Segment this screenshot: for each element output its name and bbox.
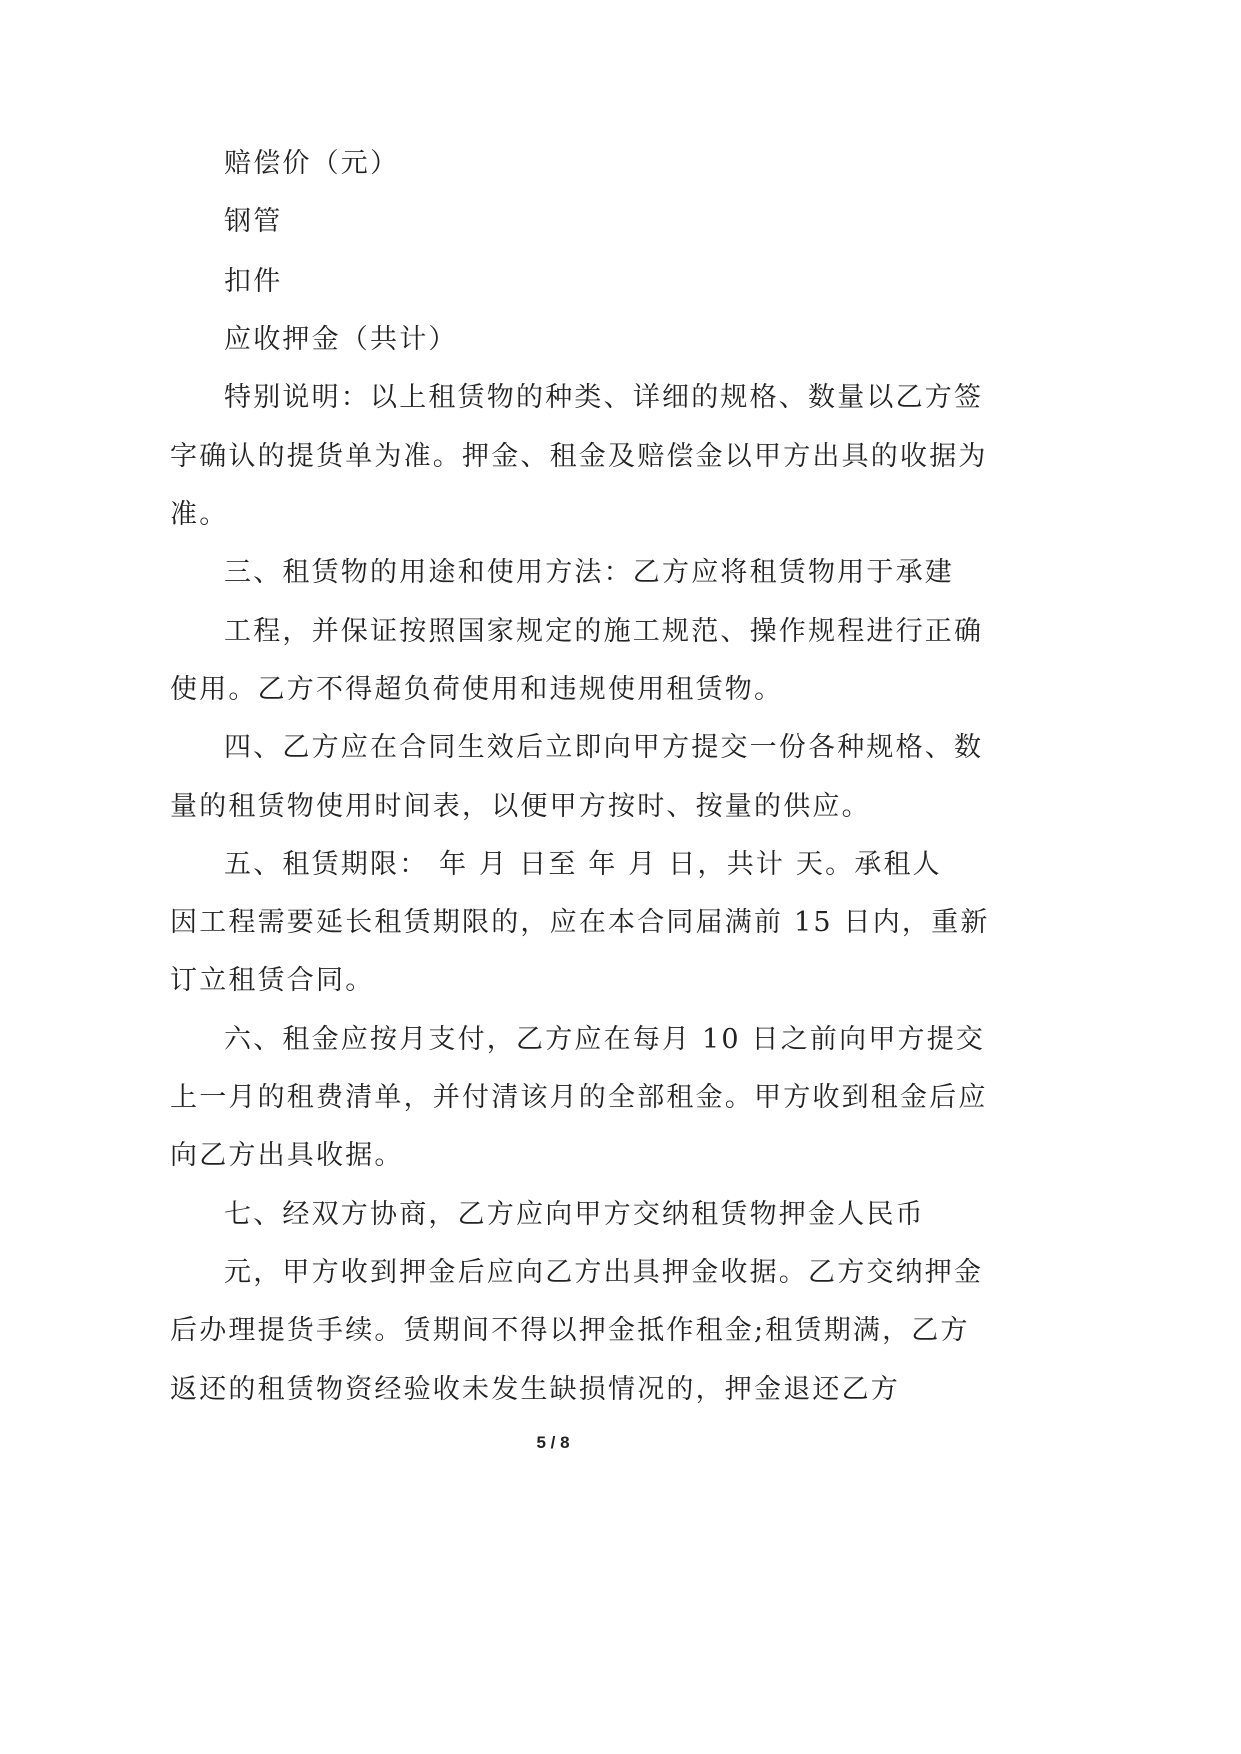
text-line: 钢管 bbox=[224, 206, 283, 237]
text-line: 量的租赁物使用时间表，以便甲方按时、按量的供应。 bbox=[170, 791, 871, 822]
text-line: 赔偿价（元） bbox=[224, 148, 400, 179]
text-line: 应收押金（共计） bbox=[224, 324, 458, 355]
text-line: 五、租赁期限： 年 月 日至 年 月 日，共计 天。承租人 bbox=[224, 849, 942, 880]
text-line: 字确认的提货单为准。押金、租金及赔偿金以甲方出具的收据为 bbox=[170, 441, 988, 472]
text-line: 六、租金应按月支付，乙方应在每月 10 日之前向甲方提交 bbox=[224, 1024, 986, 1055]
text-line: 后办理提货手续。赁期间不得以押金抵作租金;租赁期满，乙方 bbox=[170, 1315, 970, 1346]
text-line: 四、乙方应在合同生效后立即向甲方提交一份各种规格、数 bbox=[224, 732, 984, 763]
text-line: 七、经双方协商，乙方应向甲方交纳租赁物押金人民币 bbox=[224, 1199, 925, 1230]
text-line: 特别说明：以上租赁物的种类、详细的规格、数量以乙方签 bbox=[224, 382, 984, 413]
text-line: 使用。乙方不得超负荷使用和违规使用租赁物。 bbox=[170, 674, 784, 705]
text-line: 向乙方出具收据。 bbox=[170, 1140, 404, 1171]
text-line: 工程，并保证按照国家规定的施工规范、操作规程进行正确 bbox=[224, 616, 984, 647]
text-line: 因工程需要延长租赁期限的，应在本合同届满前 15 日内，重新 bbox=[170, 907, 990, 938]
text-line: 扣件 bbox=[224, 266, 283, 297]
text-line: 上一月的租费清单，并付清该月的全部租金。甲方收到租金后应 bbox=[170, 1082, 988, 1113]
text-line: 三、租赁物的用途和使用方法：乙方应将租赁物用于承建 bbox=[224, 557, 954, 588]
text-line: 元，甲方收到押金后应向乙方出具押金收据。乙方交纳押金 bbox=[224, 1257, 984, 1288]
text-line: 准。 bbox=[170, 499, 229, 530]
text-line: 返还的租赁物资经验收未发生缺损情况的，押金退还乙方 bbox=[170, 1374, 900, 1405]
text-line: 订立租赁合同。 bbox=[170, 965, 375, 996]
page-number: 5 / 8 bbox=[536, 1433, 570, 1452]
